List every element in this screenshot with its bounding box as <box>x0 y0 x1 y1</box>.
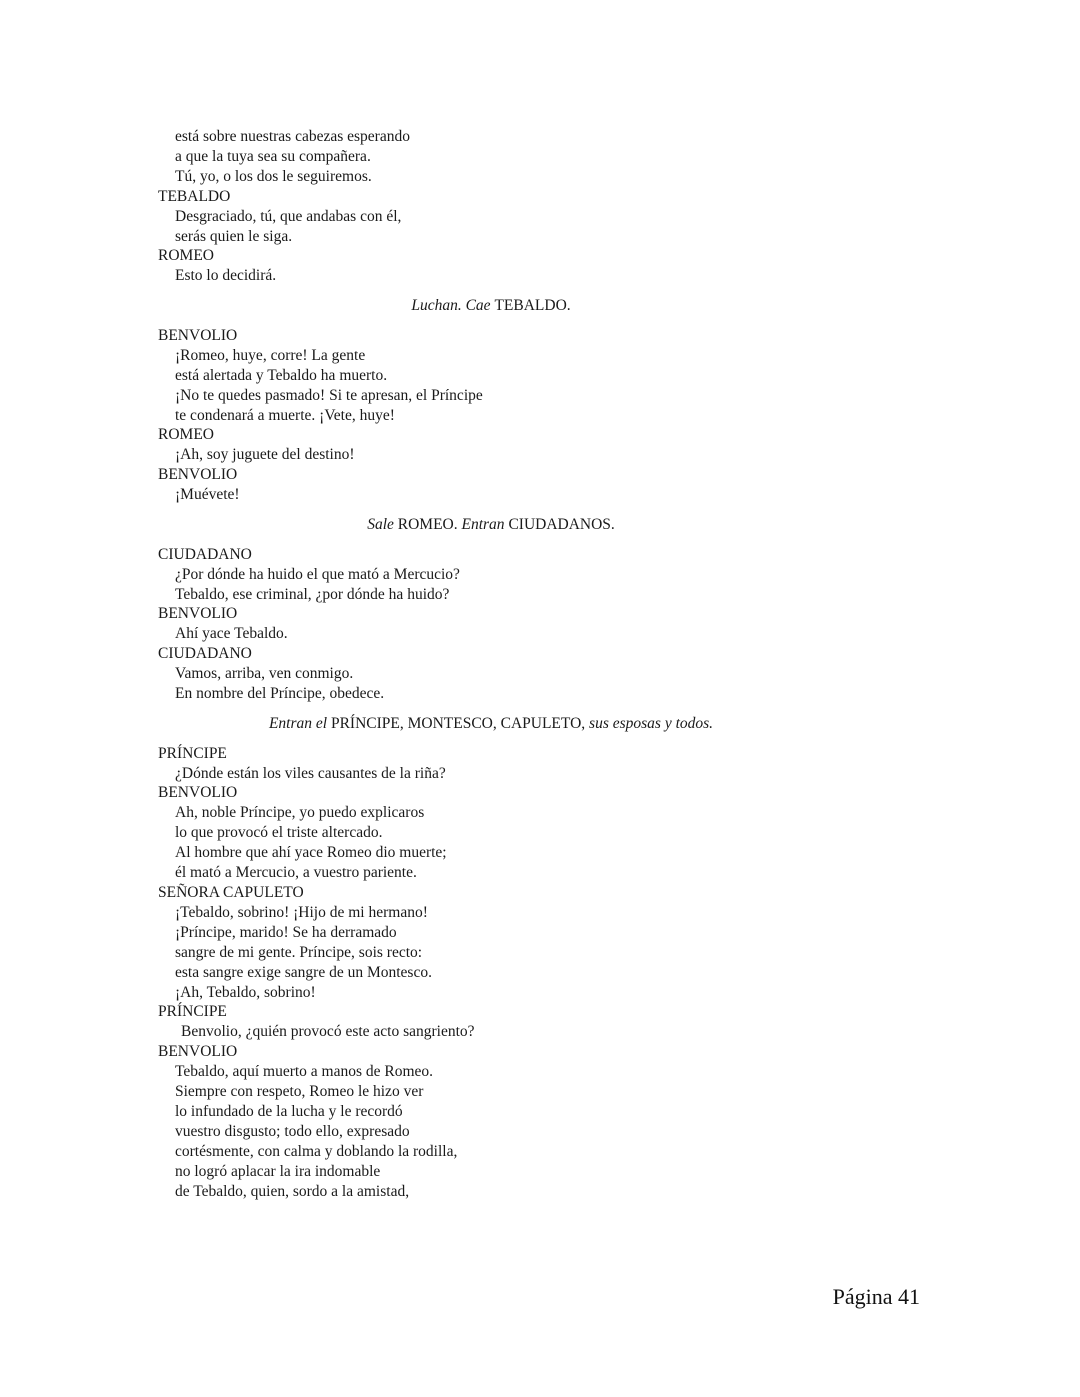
stage-direction-italic: Entran <box>461 515 509 533</box>
dialogue-line: está sobre nuestras cabezas esperando <box>175 128 410 145</box>
stage-direction <box>158 286 824 326</box>
dialogue-line: Benvolio, ¿quién provocó este acto sangriento? <box>181 1023 475 1041</box>
dialogue-line: Ah, noble Príncipe, yo puedo explicaros <box>175 804 425 822</box>
speaker-name: BENVOLIO <box>158 1043 238 1061</box>
speaker-name: PRÍNCIPE <box>158 744 227 762</box>
dialogue-line: Desgraciado, tú, que andabas con él, <box>175 207 402 225</box>
speaker-name: TEBALDO <box>158 187 231 205</box>
speaker-name: BENVOLIO <box>158 466 238 484</box>
speaker-name: ROMEO <box>158 426 214 444</box>
stage-direction-character: TEBALDO. <box>494 297 571 315</box>
dialogue-line: a que la tuya sea su compañera. <box>175 147 371 165</box>
dialogue-line: está alertada y Tebaldo ha muerto. <box>175 366 388 384</box>
dialogue-line: él mató a Mercucio, a vuestro pariente. <box>175 864 417 882</box>
speaker-name: SEÑORA CAPULETO <box>158 884 304 902</box>
stage-direction-character: CIUDADANOS. <box>508 515 615 533</box>
dialogue-line: ¡Ah, soy juguete del destino! <box>175 446 355 464</box>
dialogue-line: En nombre del Príncipe, obedece. <box>175 685 385 703</box>
dialogue-line: ¿Dónde están los viles causantes de la riña? <box>175 764 446 782</box>
dialogue-line: serás quien le siga. <box>175 227 293 245</box>
dialogue-line: ¿Por dónde ha huido el que mató a Mercucio? <box>175 565 460 583</box>
dialogue-line: ¡Romeo, huye, corre! La gente <box>175 346 366 364</box>
page-number: Página 41 <box>832 1284 920 1309</box>
dialogue-line: cortésmente, con calma y doblando la rodilla, <box>175 1142 458 1160</box>
stage-direction-italic: Entran el <box>268 714 331 732</box>
dialogue-line: ¡Tebaldo, sobrino! ¡Hijo de mi hermano! <box>175 903 428 921</box>
dialogue-line: Ahí yace Tebaldo. <box>175 625 288 643</box>
dialogue-line: Tebaldo, ese criminal, ¿por dónde ha huido? <box>175 585 450 603</box>
play-script <box>158 127 958 1202</box>
dialogue-line: Esto lo decidirá. <box>175 267 277 285</box>
dialogue-line: Al hombre que ahí yace Romeo dio muerte; <box>175 844 447 862</box>
dialogue-line: Siempre con respeto, Romeo le hizo ver <box>175 1083 424 1101</box>
dialogue-line: vuestro disgusto; todo ello, expresado <box>175 1122 410 1140</box>
dialogue-line: lo que provocó el triste altercado. <box>175 824 383 842</box>
dialogue-line: de Tebaldo, quien, sordo a la amistad, <box>175 1182 410 1200</box>
dialogue-line: ¡Muévete! <box>175 486 240 504</box>
dialogue-line: Tebaldo, aquí muerto a manos de Romeo. <box>175 1063 434 1081</box>
dialogue-line: ¡No te quedes pasmado! Si te apresan, el Príncipe <box>175 386 483 404</box>
speaker-name: ROMEO <box>158 247 214 265</box>
speaker-name: CIUDADANO <box>158 545 252 563</box>
dialogue-line: Tú, yo, o los dos le seguiremos. <box>175 167 372 185</box>
speaker-name: BENVOLIO <box>158 784 238 802</box>
speaker-name: CIUDADANO <box>158 645 252 663</box>
stage-direction-italic: Sale <box>367 515 398 533</box>
speaker-name: BENVOLIO <box>158 605 238 623</box>
stage-direction-italic: Luchan. Cae <box>411 297 495 315</box>
speaker-name: PRÍNCIPE <box>158 1003 227 1021</box>
dialogue-line: Vamos, arriba, ven conmigo. <box>175 665 354 683</box>
dialogue-line: ¡Príncipe, marido! Se ha derramado <box>175 923 397 941</box>
stage-direction <box>158 505 824 545</box>
stage-direction-character: PRÍNCIPE, MONTESCO, CAPULETO, <box>330 714 590 732</box>
stage-direction <box>158 704 824 744</box>
dialogue-line: sangre de mi gente. Príncipe, sois recto: <box>175 943 423 961</box>
dialogue-line: te condenará a muerte. ¡Vete, huye! <box>175 406 395 424</box>
speaker-name: BENVOLIO <box>158 326 238 344</box>
dialogue-line: esta sangre exige sangre de un Montesco. <box>175 963 432 981</box>
stage-direction-character: ROMEO. <box>397 515 462 533</box>
dialogue-line: ¡Ah, Tebaldo, sobrino! <box>175 983 316 1001</box>
dialogue-line: lo infundado de la lucha y le recordó <box>175 1102 403 1120</box>
dialogue-line: no logró aplacar la ira indomable <box>175 1162 381 1180</box>
stage-direction-italic: sus esposas y todos. <box>589 714 714 732</box>
